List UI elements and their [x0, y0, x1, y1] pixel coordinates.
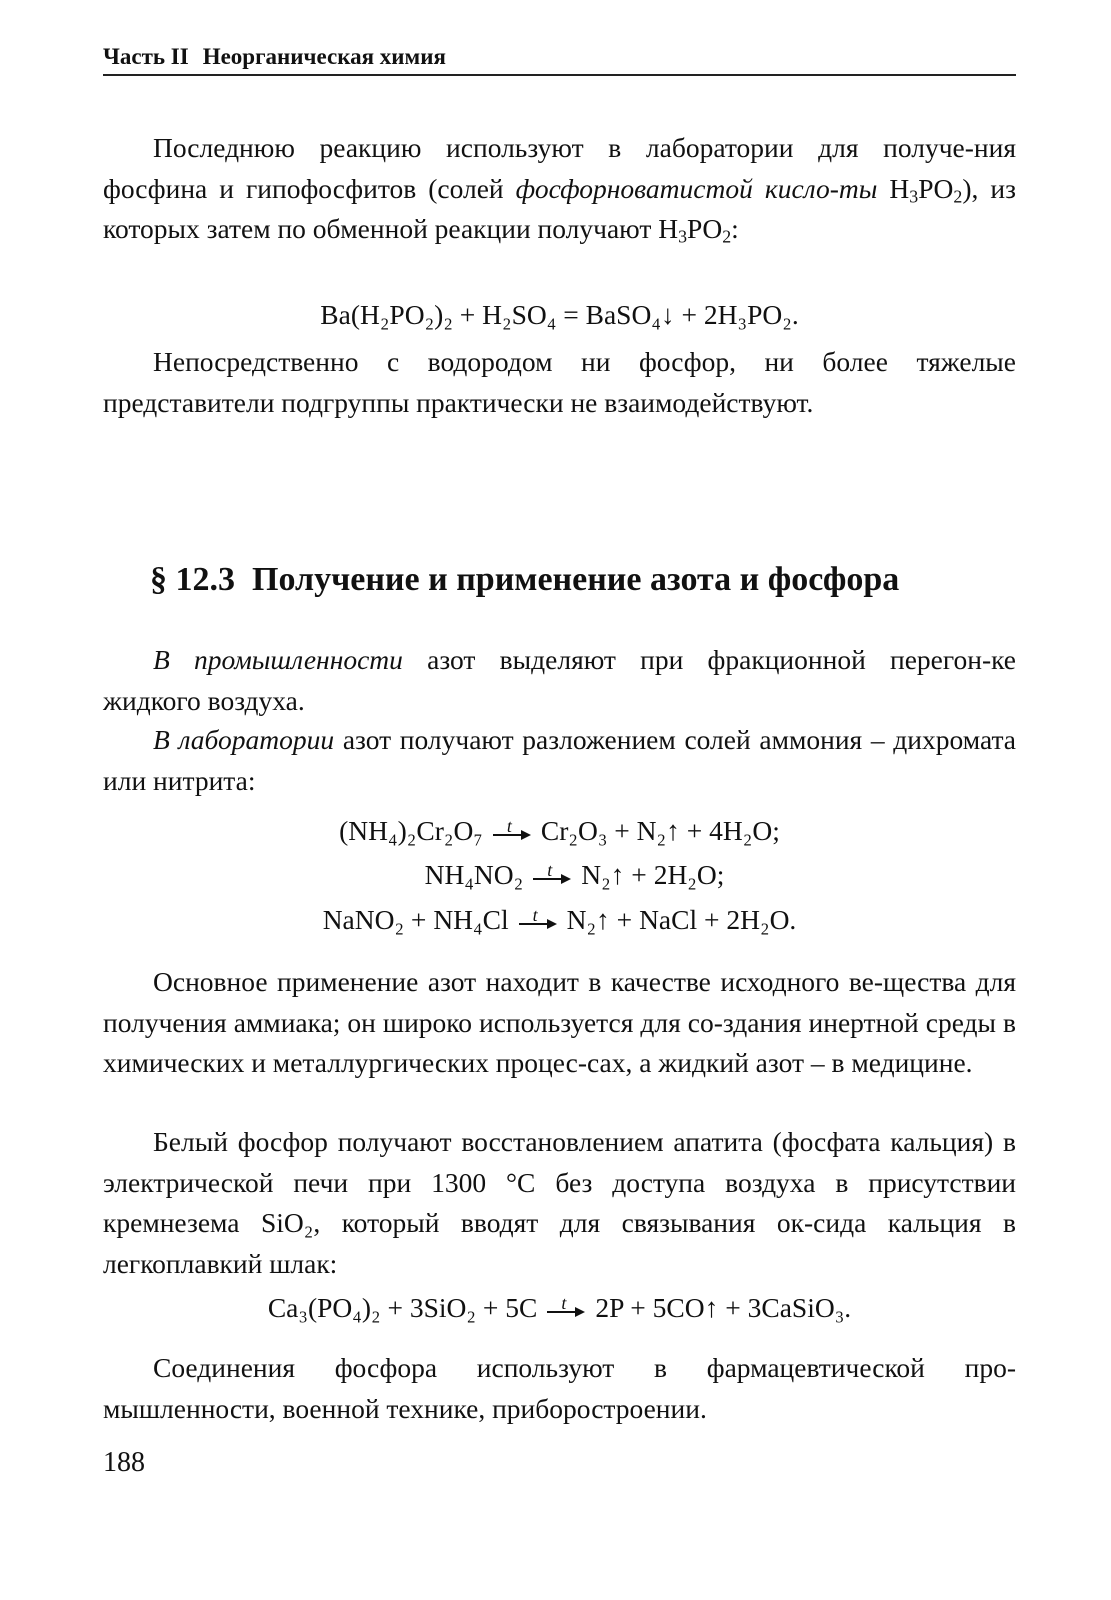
italic-term: В промышленности: [153, 644, 403, 675]
reaction-reactants: NaNO₂ + NH₄Cl: [322, 904, 509, 935]
reaction-products: N₂↑ + NaCl + 2H₂O.: [566, 904, 797, 935]
equation-barium-hypophosphite: Ba(H₂PO₂)₂ + H₂SO₄ = BaSO₄↓ + 2H₃PO₂.: [320, 299, 799, 330]
formula-part: :: [731, 213, 739, 244]
reaction-reactants: (NH₄)₂Cr₂O₇: [339, 815, 483, 846]
paragraph-text: Основное применение азот находит в качестве исходного ве-щества для получения аммиака; он широко используется для со-здания инертной среды в химических и металлургических процес-сах, а жидкий азот – в медицине.: [103, 966, 1016, 1078]
reaction-reactants: NH₄NO₂: [424, 859, 524, 890]
reaction-products: Cr₂O₃ + N₂↑ + 4H₂O;: [540, 815, 780, 846]
heat-arrow-icon: [547, 1292, 585, 1321]
section-number: § 12.3: [150, 561, 235, 598]
italic-term: фосфорноватистой кисло-ты: [515, 172, 878, 204]
paragraph-text: Соединения фосфора используют в фармацевтической про-мышленности, военной технике, приборостроении.: [103, 1352, 1016, 1424]
reaction-products: 2P + 5CO↑ + 3CaSiO₃.: [595, 1292, 852, 1323]
paragraph-hydrogen: [103, 342, 1016, 423]
paragraph-phosphine: [103, 128, 1016, 250]
condition-label: t: [561, 1292, 567, 1313]
reaction-apatite: [103, 1290, 1016, 1326]
paragraph-laboratory: [103, 720, 1016, 801]
paragraph-nitrogen-use: [103, 962, 1016, 1084]
paragraph-text: Непосредственно с водородом ни фосфор, ни более тяжелые представители подгруппы практически не взаимодействуют.: [103, 346, 1016, 418]
heat-arrow-icon: [519, 904, 557, 933]
paragraph-text: Белый фосфор получают восстановлением апатита (фосфата кальция) в электрической печи при 1300 °C без доступа воздуха в присутствии кремнезема SiO₂, который вводят для связывания ок-сида кальция в легкоплавкий шлак:: [103, 1126, 1016, 1279]
reaction-nitrite: [103, 857, 1016, 893]
subscript: 3: [678, 226, 688, 247]
page-number: 188: [103, 1447, 145, 1478]
paragraph-white-phosphorus: [103, 1122, 1016, 1284]
formula-part: PO: [918, 172, 954, 204]
running-head-title: Неорганическая химия: [202, 44, 446, 69]
condition-label: t: [532, 904, 538, 925]
subscript: 2: [722, 226, 732, 247]
heat-arrow-icon: [533, 859, 571, 888]
reaction-sodium-nitrite: [103, 902, 1016, 938]
heat-arrow-icon: [493, 815, 531, 844]
section-title-text: Получение и применение азота и фосфора: [252, 561, 900, 598]
italic-term: В лаборатории: [153, 724, 335, 755]
subscript: 2: [953, 185, 963, 206]
running-head-part: Часть II: [103, 44, 189, 69]
paragraph-phosphorus-use: [103, 1348, 1016, 1429]
section-heading: [150, 558, 1010, 602]
running-head: [103, 40, 1016, 76]
formula-part: PO: [687, 213, 723, 244]
paragraph-text: азот получают разложением солей аммония – дихромата или нитрита:: [103, 724, 1017, 796]
paragraph-text: азот выделяют при фракционной перегон-ке жидкого воздуха.: [103, 644, 1016, 716]
formula-part: H: [877, 172, 910, 204]
paragraph-industry: [103, 640, 1016, 721]
paragraph-text: Последнюю реакцию используют в лаборатории для получе-ния фосфина и гипофосфитов (солей: [103, 132, 1016, 204]
reaction-products: N₂↑ + 2H₂O;: [581, 859, 725, 890]
condition-label: t: [506, 815, 512, 836]
subscript: 3: [909, 185, 919, 206]
condition-label: t: [547, 859, 553, 880]
paragraph-text: ), из которых затем по обменной реакции получают H: [103, 172, 1016, 244]
reaction-reactants: Ca₃(PO₄)₂ + 3SiO₂ + 5C: [267, 1292, 538, 1323]
reaction-dichromate: [103, 813, 1016, 849]
